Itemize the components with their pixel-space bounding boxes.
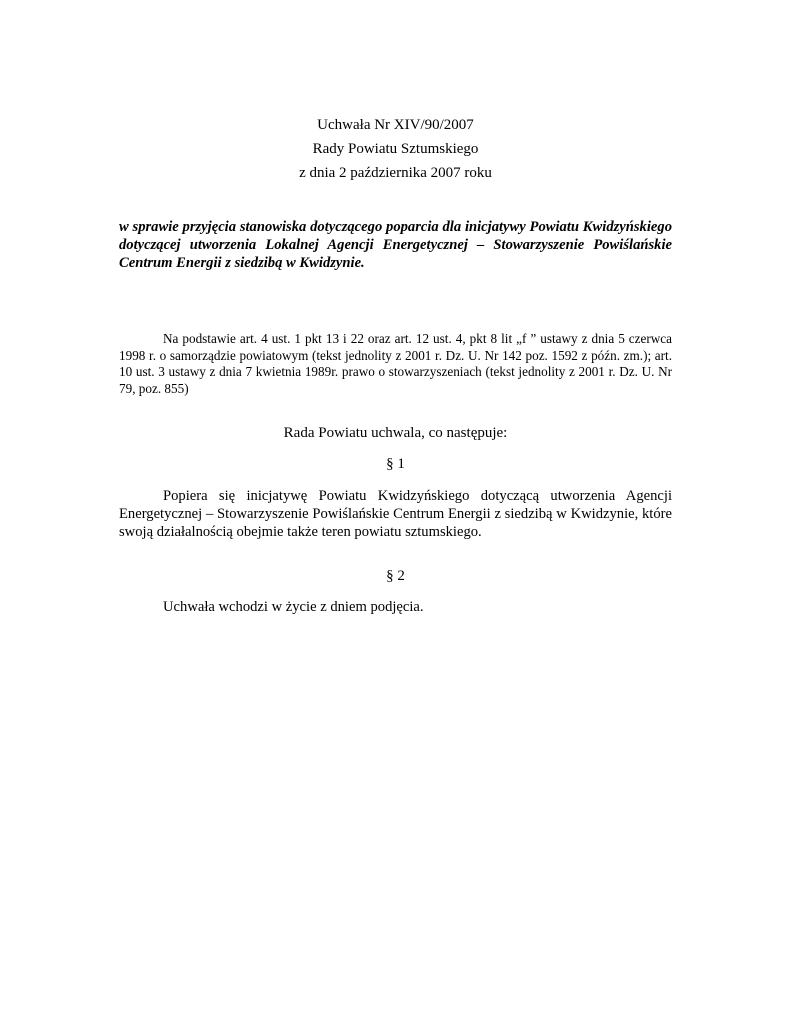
section-2-heading: § 2 <box>386 568 405 584</box>
resolution-title: Uchwała Nr XIV/90/2007 <box>317 117 474 133</box>
resolution-date: z dnia 2 października 2007 roku <box>299 165 492 181</box>
legal-basis-paragraph: Na podstawie art. 4 ust. 1 pkt 13 i 22 oraz art. 12 ust. 4, pkt 8 lit „f ” ustawy z dnia 5 czerwca 1998 r. o samorządzie powiatowym (tekst jednolity z 2001 r. Dz. U. Nr 142 poz. 1592 z późn. zm.); art. 10 ust. 3 ustawy z dnia 7 kwietnia 1989r. prawo o stowarzyszeniach (tekst jednolity z 2001 r. Dz. U. Nr 79, poz. 855) <box>119 331 672 396</box>
section-2-text: Uchwała wchodzi w życie z dniem podjęcia. <box>163 599 424 615</box>
resolution-issuer: Rady Powiatu Sztumskiego <box>312 141 479 157</box>
section-1-heading: § 1 <box>386 456 405 472</box>
resolution-subject: w sprawie przyjęcia stanowiska dotyczącego poparcia dla inicjatywy Powiatu Kwidzyńskiego dotyczącej utworzenia Lokalnej Agencji Energetycznej – Stowarzyszenie Powiślańskie Centrum Energii z siedzibą w Kwidzynie. <box>119 219 672 271</box>
resolution-intro: Rada Powiatu uchwala, co następuje: <box>283 425 508 441</box>
section-1-text: Popiera się inicjatywę Powiatu Kwidzyńskiego dotyczącą utworzenia Agencji Energetycznej – Stowarzyszenie Powiślańskie Centrum Energii z siedzibą w Kwidzynie, które swoją działalnością obejmie także teren powiatu sztumskiego. <box>119 488 672 540</box>
